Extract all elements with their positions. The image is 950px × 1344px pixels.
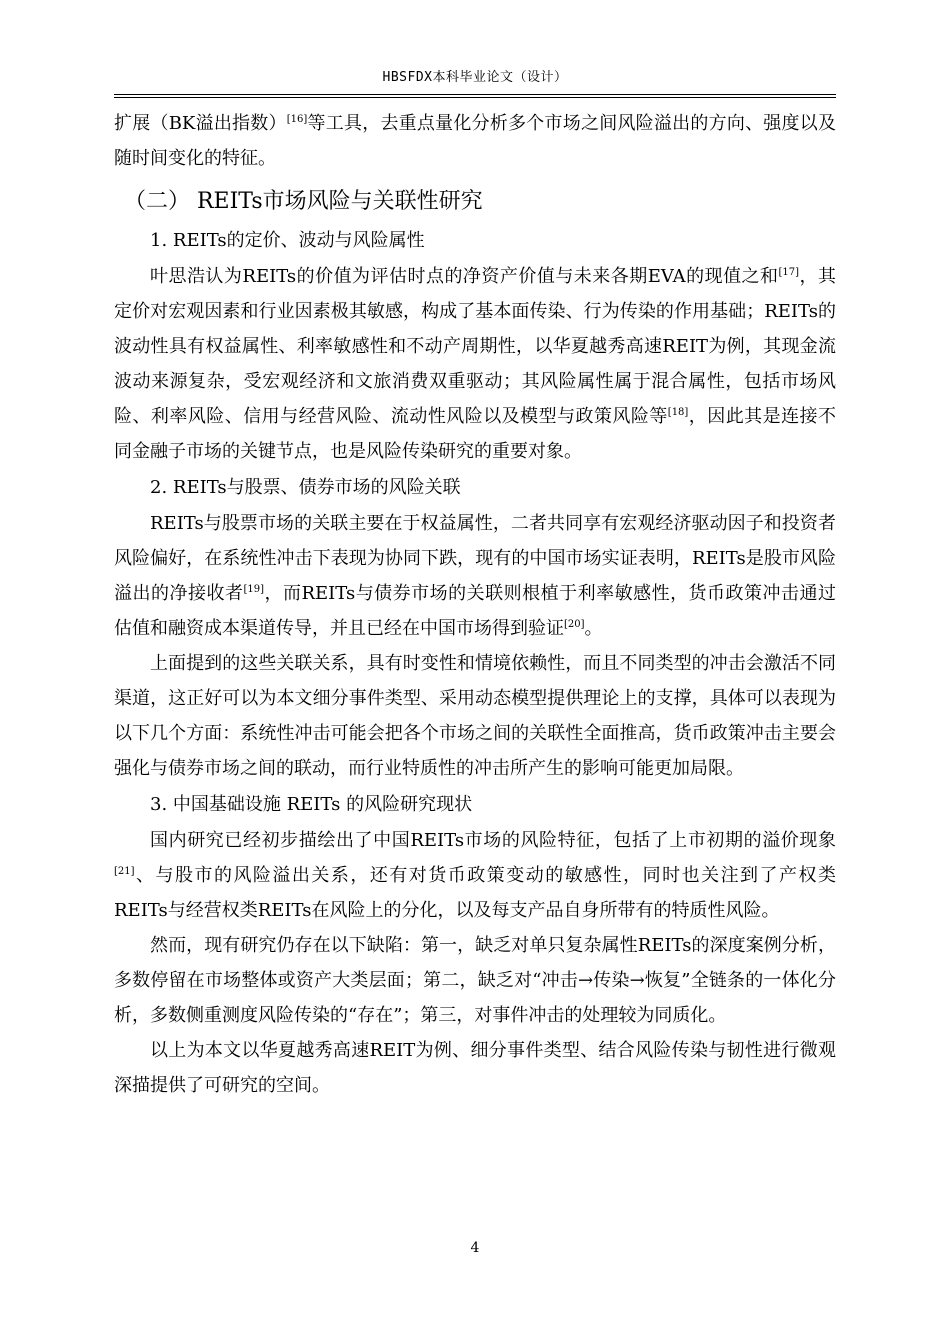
paragraph [114,106,836,176]
paragraph [114,823,836,928]
citation: [17] [778,267,800,278]
subsection-heading: 1. REITs的定价、波动与风险属性 [150,230,425,251]
citation: [16] [286,114,308,125]
text-run: 、与股市的风险溢出关系，还有对货币政策变动的敏感性，同时也关注到了产权类REITs与经营权类REITs在风险上的分化，以及每支产品自身所带有的特质性风险。 [114,865,836,921]
text-run: 叶思浩认为REITs的价值为评估时点的净资产价值与未来各期EVA的现值之和 [150,266,779,287]
page-body [114,106,836,1103]
header-rule-bottom [114,97,836,98]
paragraph [114,506,836,646]
paragraph: 上面提到的这些关联关系，具有时变性和情境依赖性，而且不同类型的冲击会激活不同渠道，这正好可以为本文细分事件类型、采用动态模型提供理论上的支撑，具体可以表现为以下几个方面：系统性冲击可能会把各个市场之间的关联性全面推高，货币政策冲击主要会强化与债券市场之间的联动，而行业特质性的冲击所产生的影响可能更加局限。 [114,653,836,779]
subsection-heading: 3. 中国基础设施 REITs 的风险研究现状 [150,794,473,815]
header-title: HBSFDX本科毕业论文（设计） [382,70,568,85]
text-run: 等工具，去重点量化分析多个市场之间风险溢出的方向、强度以及随时间变化的特征。 [114,113,836,169]
text-run: ，因此其是连接不同金融子市场的关键节点，也是风险传染研究的重要对象。 [114,406,837,462]
text-run: 国内研究已经初步描绘出了中国REITs市场的风险特征，包括了上市初期的溢价现象 [150,830,836,851]
text-run: REITs与股票市场的关联主要在于权益属性，二者共同享有宏观经济驱动因子和投资者风险偏好，在系统性冲击下表现为协同下跌，现有的中国市场实证表明，REITs是股市风险溢出的净接收者 [114,513,836,604]
text-run: 扩展（BK溢出指数） [114,113,287,134]
paragraph [114,259,836,469]
section-heading: （二） REITs市场风险与关联性研究 [124,189,483,214]
citation: [21] [114,866,135,877]
paragraph: 然而，现有研究仍存在以下缺陷：第一，缺乏对单只复杂属性REITs的深度案例分析，多数停留在市场整体或资产大类层面；第二，缺乏对“冲击→传染→恢复”全链条的一体化分析，多数侧重测度风险传染的“存在”；第三，对事件冲击的处理较为同质化。 [114,935,836,1026]
citation: [19] [243,584,264,595]
page-header [114,66,836,85]
citation: [18] [667,407,689,418]
text-run: 。 [584,618,603,639]
page-number: 4 [470,1240,480,1256]
paragraph: 以上为本文以华夏越秀高速REIT为例、细分事件类型、结合风险传染与韧性进行微观深描提供了可研究的空间。 [114,1040,836,1096]
subsection-heading: 2. REITs与股票、债券市场的风险关联 [150,477,461,498]
header-rule-top [114,94,836,95]
text-run: ，其定价对宏观因素和行业因素极其敏感，构成了基本面传染、行为传染的作用基础；REITs的波动性具有权益属性、利率敏感性和不动产周期性，以华夏越秀高速REIT为例，其现金流波动来源复杂，受宏观经济和文旅消费双重驱动；其风险属性属于混合属性，包括市场风险、利率风险、信用与经营风险、流动性风险以及模型与政策风险等 [114,266,837,427]
text-run: ，而REITs与债券市场的关联则根植于利率敏感性，货币政策冲击通过估值和融资成本渠道传导，并且已经在中国市场得到验证 [114,583,837,639]
citation: [20] [564,619,585,630]
